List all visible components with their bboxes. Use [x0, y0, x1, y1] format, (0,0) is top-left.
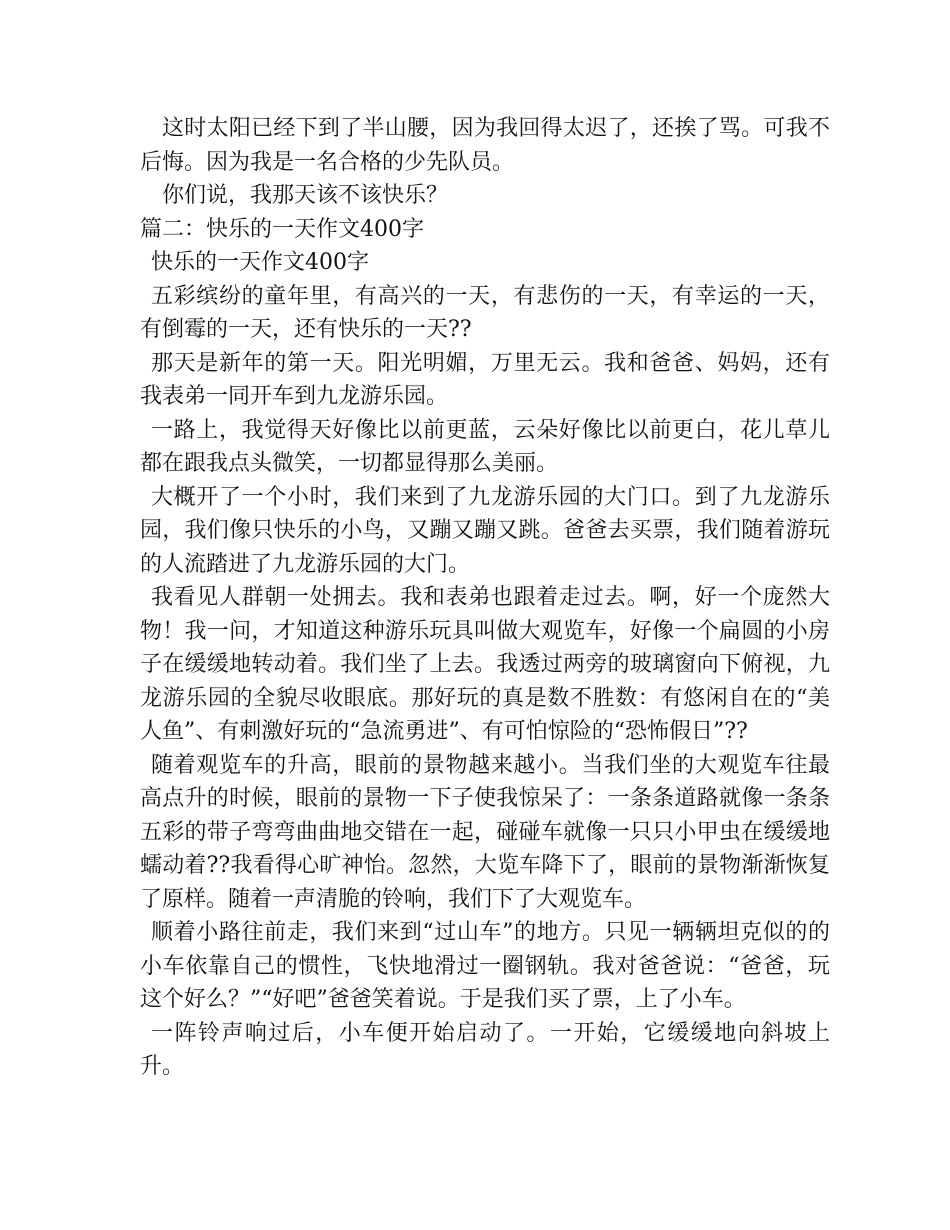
document-page	[140, 112, 830, 1084]
paragraph: 随着观览车的升高，眼前的景物越来越小。当我们坐的大观览车往最高点升的时候，眼前的景物一下子使我惊呆了：一条条道路就像一条条五彩的带子弯弯曲曲地交错在一起，碰碰车就像一只只小甲虫在缓缓地蠕动着??我看得心旷神怡。忽然，大览车降下了，眼前的景物渐渐恢复了原样。随着一声清脆的铃响，我们下了大观览车。	[140, 752, 830, 912]
paragraph: 五彩缤纷的童年里，有高兴的一天，有悲伤的一天，有幸运的一天，有倒霉的一天，还有快乐的一天??	[140, 283, 830, 342]
paragraph: 我看见人群朝一处拥去。我和表弟也跟着走过去。啊，好一个庞然大物！我一问，才知道这种游乐玩具叫做大观览车，好像一个扁圆的小房子在缓缓地转动着。我们坐了上去。我透过两旁的玻璃窗向下俯视，九龙游乐园的全貌尽收眼底。那好玩的真是数不胜数：有悠闲自在的“美人鱼”、有刺激好玩的“急流勇进”、有可怕惊险的“恐怖假日”??	[140, 585, 830, 744]
paragraph: 这时太阳已经下到了半山腰，因为我回得太迟了，还挨了骂。可我不后悔。因为我是一名合格的少先队员。	[140, 116, 830, 175]
paragraph: 那天是新年的第一天。阳光明媚，万里无云。我和爸爸、妈妈，还有我表弟一同开车到九龙游乐园。	[140, 350, 830, 409]
section-heading: 篇二：快乐的一天作文400字	[140, 216, 424, 242]
paragraph: 大概开了一个小时，我们来到了九龙游乐园的大门口。到了九龙游乐园，我们像只快乐的小鸟，又蹦又蹦又跳。爸爸去买票，我们随着游玩的人流踏进了九龙游乐园的大门。	[140, 484, 830, 577]
paragraph: 你们说，我那天该不该快乐？	[162, 183, 449, 208]
paragraph: 一阵铃声响过后，小车便开始启动了。一开始，它缓缓地向斜坡上升。	[140, 1020, 830, 1079]
paragraph: 顺着小路往前走，我们来到“过山车”的地方。只见一辆辆坦克似的的小车依靠自己的惯性，飞快地滑过一圈钢轨。我对爸爸说：“爸爸，玩这个好么？”“好吧”爸爸笑着说。于是我们买了票，上了小车。	[140, 920, 830, 1012]
paragraph: 一路上，我觉得天好像比以前更蓝，云朵好像比以前更白，花儿草儿都在跟我点头微笑，一切都显得那么美丽。	[140, 417, 830, 476]
article-title: 快乐的一天作文400字	[151, 250, 369, 275]
